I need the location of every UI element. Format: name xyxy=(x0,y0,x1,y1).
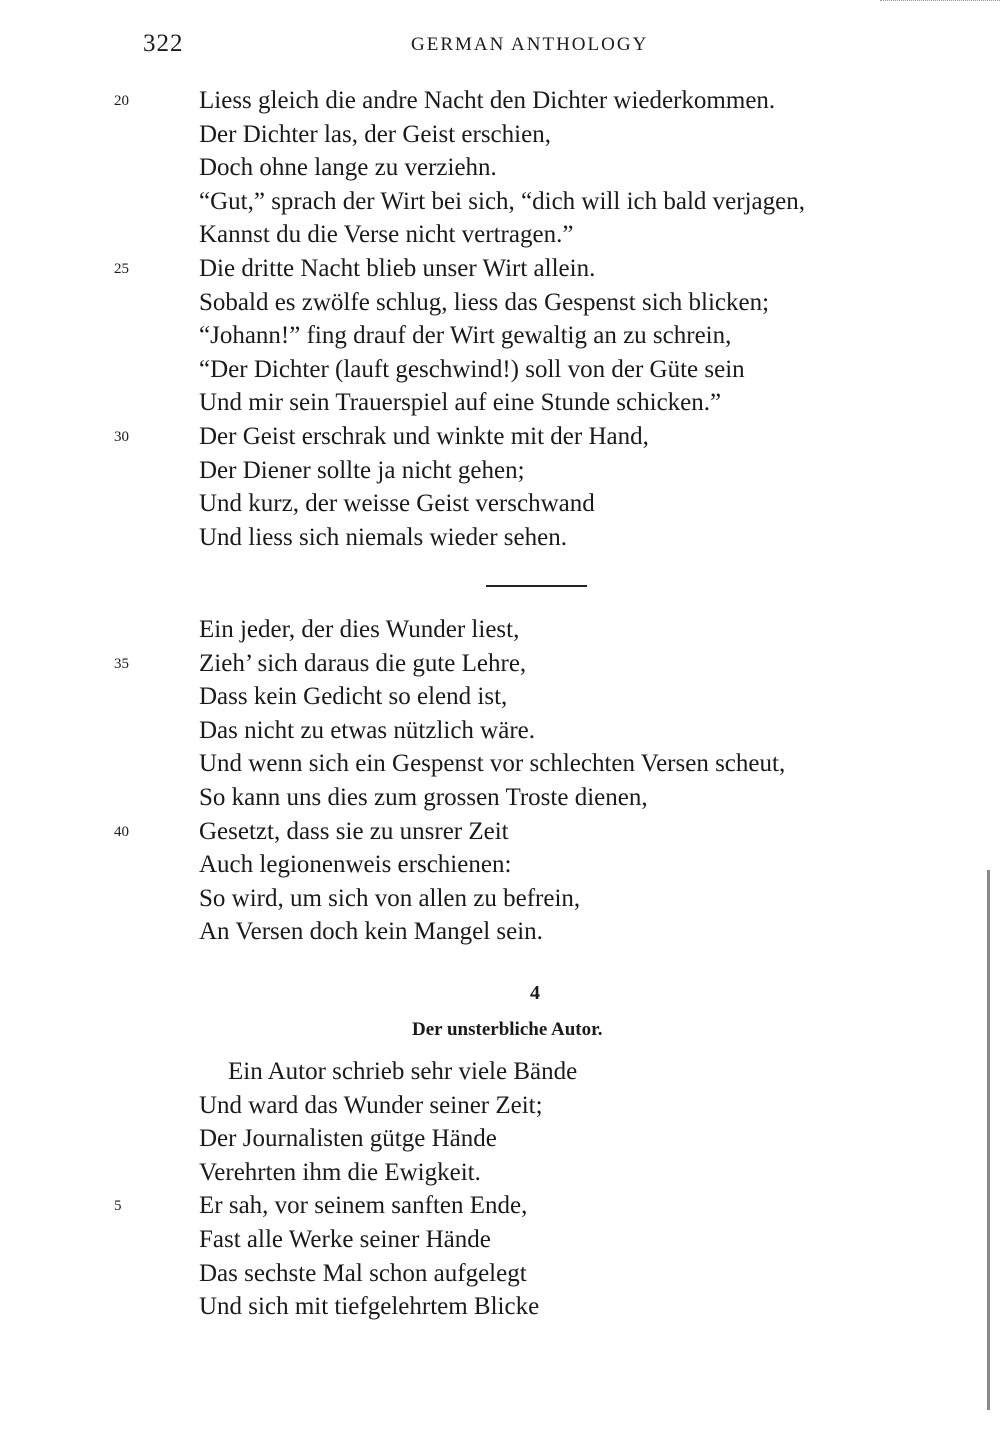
section-divider xyxy=(486,585,587,587)
scan-edge-shadow xyxy=(977,870,990,1410)
verse-line xyxy=(0,286,1000,320)
verse-line xyxy=(0,185,1000,219)
running-head: GERMAN ANTHOLOGY xyxy=(411,34,649,55)
verse-line xyxy=(0,1055,1000,1089)
verse-text: Liess gleich die andre Nacht den Dichter wiederkommen. xyxy=(199,87,776,114)
verse-text: Das nicht zu etwas nützlich wäre. xyxy=(199,716,535,744)
stanza-continuation xyxy=(0,84,1000,554)
verse-line xyxy=(0,118,1000,152)
line-number: 25 xyxy=(114,260,129,277)
verse-text: “Gut,” sprach der Wirt bei sich, “dich will ich bald verjagen, xyxy=(199,187,805,215)
verse-line xyxy=(0,1122,1000,1156)
verse-text: “Johann!” fing drauf der Wirt gewaltig an zu schrein, xyxy=(199,322,732,350)
verse-text: Kannst du die Verse nicht vertragen.” xyxy=(199,221,574,249)
verse-text: Sobald es zwölfe schlug, liess das Gespenst sich blicken; xyxy=(199,288,770,316)
verse-text: Ein Autor schrieb sehr viele Bände xyxy=(228,1058,578,1085)
verse-text: Der Diener sollte ja nicht gehen; xyxy=(199,456,525,484)
verse-text: So kann uns dies zum grossen Troste dienen, xyxy=(199,783,648,811)
line-number: 20 xyxy=(114,93,129,109)
verse-line xyxy=(0,747,1000,781)
verse-line xyxy=(0,781,1000,815)
page-header xyxy=(0,30,1000,64)
stanza-moral xyxy=(0,613,1000,949)
verse-line xyxy=(0,487,1000,521)
verse-text: Und wenn sich ein Gespenst vor schlechten Versen scheut, xyxy=(199,750,786,778)
verse-text: Und ward das Wunder seiner Zeit; xyxy=(199,1091,543,1119)
line-number: 35 xyxy=(114,655,129,672)
verse-text: Verehrten ihm die Ewigkeit. xyxy=(199,1158,481,1186)
verse-line xyxy=(0,647,1000,681)
verse-text: “Der Dichter (lauft geschwind!) soll von der Güte sein xyxy=(199,355,745,383)
section-number: 4 xyxy=(530,982,540,1004)
verse-text: Und liess sich niemals wieder sehen. xyxy=(199,523,567,551)
verse-line xyxy=(0,252,1000,286)
verse-line xyxy=(0,1290,1000,1324)
scan-edge-dots xyxy=(880,0,1000,7)
verse-text: So wird, um sich von allen zu befrein, xyxy=(199,884,581,912)
verse-text: Und kurz, der weisse Geist verschwand xyxy=(199,490,595,518)
verse-line xyxy=(0,714,1000,748)
verse-text: Der Dichter las, der Geist erschien, xyxy=(199,120,551,148)
verse-line xyxy=(0,613,1000,647)
verse-line xyxy=(0,454,1000,488)
poem-title: Der unsterbliche Autor. xyxy=(412,1019,603,1040)
verse-text: Doch ohne lange zu verziehn. xyxy=(199,154,497,182)
verse-line xyxy=(0,815,1000,849)
verse-text: Gesetzt, dass sie zu unsrer Zeit xyxy=(199,817,509,845)
line-number: 40 xyxy=(114,823,129,840)
stanza-new-poem xyxy=(0,1055,1000,1324)
verse-text: Und sich mit tiefgelehrtem Blicke xyxy=(199,1293,540,1321)
verse-line xyxy=(0,319,1000,353)
verse-line xyxy=(0,386,1000,420)
line-number: 5 xyxy=(114,1198,122,1215)
verse-line xyxy=(0,1089,1000,1123)
verse-line xyxy=(0,1223,1000,1257)
verse-text: Dass kein Gedicht so elend ist, xyxy=(199,683,508,711)
verse-text: Der Geist erschrak und winkte mit der Hand, xyxy=(199,422,649,450)
verse-line xyxy=(0,84,1000,118)
verse-line xyxy=(0,680,1000,714)
verse-line xyxy=(0,915,1000,949)
verse-line xyxy=(0,848,1000,882)
verse-text: Ein jeder, der dies Wunder liest, xyxy=(199,616,520,643)
line-number: 30 xyxy=(114,428,129,445)
verse-text: An Versen doch kein Mangel sein. xyxy=(199,918,543,946)
verse-line xyxy=(0,1257,1000,1291)
verse-text: Auch legionenweis erschienen: xyxy=(199,851,512,879)
verse-text: Zieh’ sich daraus die gute Lehre, xyxy=(199,649,527,677)
verse-line xyxy=(0,882,1000,916)
verse-line xyxy=(0,521,1000,555)
verse-line xyxy=(0,353,1000,387)
page-number: 322 xyxy=(143,30,184,57)
verse-text: Der Journalisten gütge Hände xyxy=(199,1125,497,1153)
verse-line xyxy=(0,151,1000,185)
verse-line xyxy=(0,1189,1000,1223)
verse-line xyxy=(0,218,1000,252)
verse-text: Das sechste Mal schon aufgelegt xyxy=(199,1259,527,1287)
verse-text: Und mir sein Trauerspiel auf eine Stunde schicken.” xyxy=(199,389,722,417)
verse-text: Fast alle Werke seiner Hände xyxy=(199,1225,491,1253)
verse-line xyxy=(0,1156,1000,1190)
verse-line xyxy=(0,420,1000,454)
verse-text: Er sah, vor seinem sanften Ende, xyxy=(199,1192,528,1220)
verse-text: Die dritte Nacht blieb unser Wirt allein. xyxy=(199,254,596,282)
